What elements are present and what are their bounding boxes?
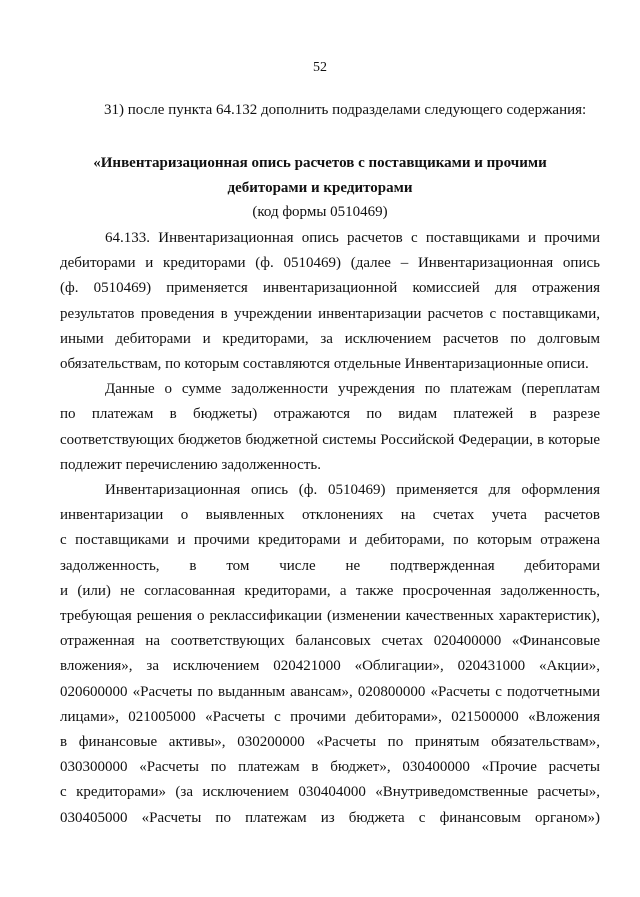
text-line: с кредиторами» (за исключением 030404000 «Внутриведомственные расчеты», bbox=[60, 784, 600, 801]
intro-paragraph: 31) после пункта 64.132 дополнить подразделами следующего содержания: bbox=[104, 102, 587, 118]
text-line: дебиторами и кредиторами (ф. 0510469) (далее – Инвентаризационная опись bbox=[60, 255, 600, 272]
text-line: подлежит перечислению задолженность. bbox=[60, 456, 321, 473]
text-line: 030405000 «Расчеты по платежам из бюджета с финансовым органом») bbox=[60, 809, 600, 826]
text-line: в финансовые активы», 030200000 «Расчеты по принятым обязательствам», bbox=[60, 734, 600, 751]
form-code: (код формы 0510469) bbox=[252, 204, 388, 220]
text-line: лицами», 021005000 «Расчеты с прочими дебиторами», 021500000 «Вложения bbox=[60, 708, 600, 725]
text-line: и (или) не согласованная кредиторами, а также просроченная задолженность, bbox=[60, 582, 600, 599]
page-number: 52 bbox=[313, 60, 327, 75]
text-line: Инвентаризационная опись (ф. 0510469) применяется для оформления bbox=[105, 482, 600, 499]
text-line: по платежам в бюджеты) отражаются по видам платежей в разрезе bbox=[60, 406, 600, 423]
text-line: 64.133. Инвентаризационная опись расчетов с поставщиками и прочими bbox=[105, 230, 600, 246]
text-line: 030300000 «Расчеты по платежам в бюджет», 030400000 «Прочие расчеты bbox=[60, 759, 600, 776]
text-line: иными дебиторами и кредиторами, за исключением расчетов по долговым bbox=[60, 330, 600, 347]
text-line: инвентаризации о выявленных отклонениях на счетах учета расчетов bbox=[60, 507, 600, 524]
text-line: Данные о сумме задолженности учреждения по платежам (переплатам bbox=[105, 381, 600, 398]
text-line: 020600000 «Расчеты по выданным авансам», 020800000 «Расчеты с подотчетными bbox=[60, 683, 600, 700]
body-text bbox=[60, 226, 600, 831]
text-line: с поставщиками и прочими кредиторами и дебиторами, по которым отражена bbox=[60, 532, 600, 549]
text-line: обязательствам, по которым составляются отдельные Инвентаризационные описи. bbox=[60, 356, 589, 373]
text-line: результатов проведения в учреждении инвентаризации расчетов с поставщиками, bbox=[60, 305, 600, 322]
text-line: (ф. 0510469) применяется инвентаризационной комиссией для отражения bbox=[60, 280, 600, 297]
section-title-line-1: «Инвентаризационная опись расчетов с поставщиками и прочими bbox=[93, 155, 547, 171]
section-title-line-2: дебиторами и кредиторами bbox=[227, 180, 413, 196]
text-line: отраженная на соответствующих балансовых счетах 020400000 «Финансовые bbox=[60, 633, 600, 650]
text-line: требующая решения о реклассификации (изменении качественных характеристик), bbox=[60, 608, 600, 625]
text-line: задолженность, в том числе не подтвержденная дебиторами bbox=[60, 557, 600, 574]
text-line: соответствующих бюджетов бюджетной системы Российской Федерации, в которые bbox=[60, 431, 600, 448]
text-line: вложения», за исключением 020421000 «Облигации», 020431000 «Акции», bbox=[60, 658, 600, 675]
